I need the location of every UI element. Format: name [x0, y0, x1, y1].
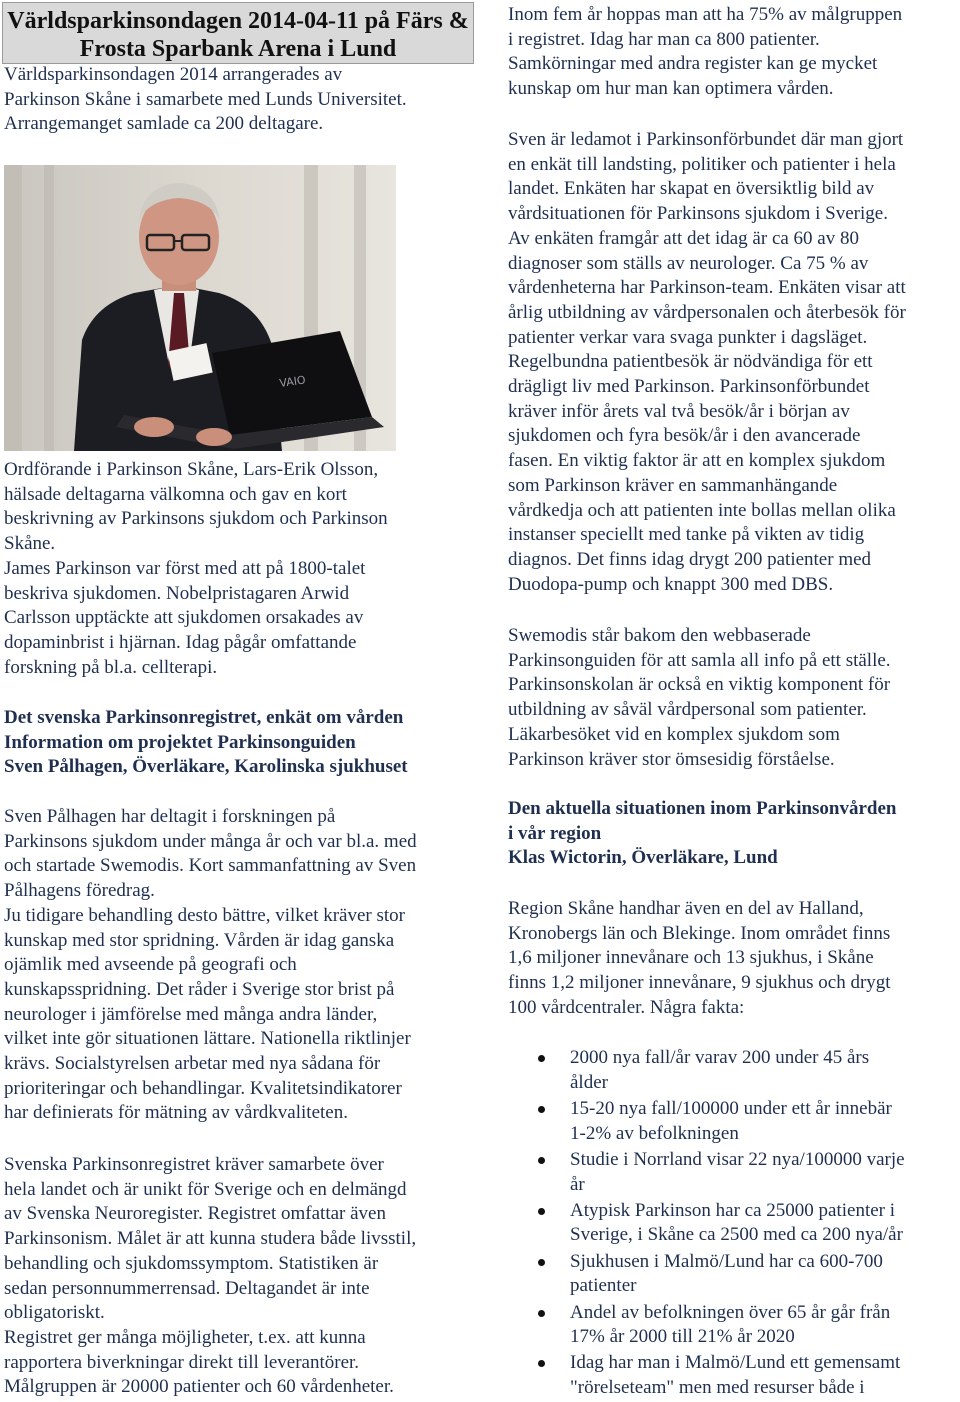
fact-text: Idag har man i Malmö/Lund ett gemensamt "rörelseteam" men med resurser både i	[570, 1352, 901, 1399]
bullet-icon	[538, 1106, 545, 1113]
bullet-icon	[538, 1208, 545, 1215]
list-item	[504, 1250, 960, 1299]
facts-list	[504, 1046, 960, 1402]
chair-paragraph: Ordförande i Parkinson Skåne, Lars-Erik Olsson, hälsade deltagarna välkomna och gav en kort beskrivning av Parkinsons sjukdom och Parkinson Skåne. James Parkinson var först med att på 1800-talet beskriva sjukdomen. Nobelpristagaren Arwid Carlsson upptäckte att sjukdomen orsakades av dopaminbrist i hjärnan. Idag pågår omfattande forskning på bl.a. cellterapi.	[4, 459, 388, 678]
right-paragraph-1: Inom fem år hoppas man att ha 75% av målgruppen i registret. Idag har man ca 800 patienter. Samkörningar med andra register kan ge mycket kunskap om hur man kan optimera vården.	[508, 4, 903, 100]
speaker-photo-image	[4, 165, 396, 451]
bullet-icon	[538, 1310, 545, 1317]
bullet-icon	[538, 1055, 545, 1062]
fact-text: 15-20 nya fall/100000 under ett år innebär 1-2% av befolkningen	[570, 1097, 892, 1144]
list-item	[504, 1148, 960, 1197]
fact-text: Andel av befolkningen över 65 år går från 17% år 2000 till 21% år 2020	[570, 1301, 891, 1348]
article-title: Världsparkinsondagen 2014-04-11 på Färs & Frosta Sparbank Arena i Lund	[2, 2, 474, 64]
list-item	[504, 1351, 960, 1400]
list-item	[504, 1097, 960, 1146]
section2-heading: Den aktuella situationen inom Parkinsonvården i vår region Klas Wictorin, Överläkare, Lund	[508, 798, 897, 869]
speaker-photo	[4, 165, 396, 451]
right-paragraph-3: Swemodis står bakom den webbaserade Parkinsonguiden för att samla all info på ett ställe. Parkinsonskolan är också en viktig komponent för utbildning av såväl vårdpersonal som patienter. Läkarbesöket vid en komplex sjukdom som Parkinson kräver stor ömsesidig förståelse.	[508, 625, 891, 770]
fact-text: Studie i Norrland visar 22 nya/100000 varje år	[570, 1148, 905, 1195]
bullet-icon	[538, 1360, 545, 1367]
section1-paragraph-1: Sven Pålhagen har deltagit i forskningen på Parkinsons sjukdom under många år och var bl.a. med och startade Swemodis. Kort sammanfattning av Sven Pålhagens föredrag. Ju tidigare behandling desto bättre, vilket kräver stor kunskap med stor spridning. Vården är idag ganska ojämlik med avseende på geografi och kunskapsspridning. Det råder i Sverige stor brist på neurologer i jämförelse med många andra länder, vilket inte gör situationen lättare. Nationella riktlinjer krävs. Socialstyrelsen arbetar med nya sådana för prioriteringar och behandlingar. Kvalitetsindikatorer har definierats för mätning av vårdkvaliteten.	[4, 806, 417, 1124]
intro-paragraph: Världsparkinsondagen 2014 arrangerades av Parkinson Skåne i samarbete med Lunds Universitet. Arrangemanget samlade ca 200 deltagare.	[4, 64, 407, 135]
list-item	[504, 1301, 960, 1350]
fact-text: Sjukhusen i Malmö/Lund har ca 600-700 patienter	[570, 1250, 883, 1297]
right-paragraph-2: Sven är ledamot i Parkinsonförbundet där man gjort en enkät till landsting, politiker och patienter i hela landet. Enkäten har skapat en översiktlig bild av vårdsituationen för Parkinsons sjukdom i Sverige. Av enkäten framgår att det idag är ca 60 av 80 diagnoser som ställs av neurologer. Ca 75 % av vårdenheterna har Parkinson-team. Enkäten visar att årlig utbildning av vårdpersonalen och återbesök för patienter verkar vara svaga punkter i dagsläget. Regelbundna patientbesök är nödvändiga för ett drägligt liv med Parkinson. Parkinsonförbundet kräver inför årets val två besök/år i början av sjukdomen och fyra besök/år i den avancerade fasen. En viktig faktor är att en komplex sjukdom som Parkinson kräver en sammanhängande vårdkedja och att patienten inte bollas mellan olika instanser speciellt med tanke på vikten av tidig diagnos. Det finns idag drygt 200 patienter med Duodopa-pump och knappt 300 med DBS.	[508, 129, 906, 595]
left-column	[0, 0, 478, 1398]
section1-heading: Det svenska Parkinsonregistret, enkät om vården Information om projektet Parkinsonguiden Sven Pålhagen, Överläkare, Karolinska sjukhuset	[4, 707, 408, 778]
fact-text: Atypisk Parkinson har ca 25000 patienter i Sverige, i Skåne ca 2500 med ca 200 nya/år	[570, 1199, 903, 1246]
list-item	[504, 1046, 960, 1095]
fact-text: 2000 nya fall/år varav 200 under 45 års ålder	[570, 1047, 870, 1093]
svg-text:VAIO: VAIO	[278, 373, 307, 390]
list-item	[504, 1199, 960, 1248]
section2-paragraph-1: Region Skåne handhar även en del av Halland, Kronobergs län och Blekinge. Inom området finns 1,6 miljoner innevånare och 13 sjukhus, i Skåne finns 1,2 miljoner innevånare, 9 sjukhus och drygt 100 vårdcentraler. Några fakta:	[508, 898, 891, 1018]
bullet-icon	[538, 1259, 545, 1266]
section1-paragraph-2: Svenska Parkinsonregistret kräver samarbete över hela landet och är unikt för Sverige och en delmängd av Svenska Neuroregister. Registret omfattar även Parkinsonism. Målet är att kunna studera både livsstil, behandling och sjukdomssymptom. Statistiken är sedan personnummerrensad. Deltagandet är inte obligatoriskt. Registret ger många möjligheter, t.ex. att kunna rapportera biverkningar direkt till leverantörer. Målgruppen är 20000 patienter och 60 vårdenheter.	[4, 1154, 417, 1398]
bullet-icon	[538, 1157, 545, 1164]
